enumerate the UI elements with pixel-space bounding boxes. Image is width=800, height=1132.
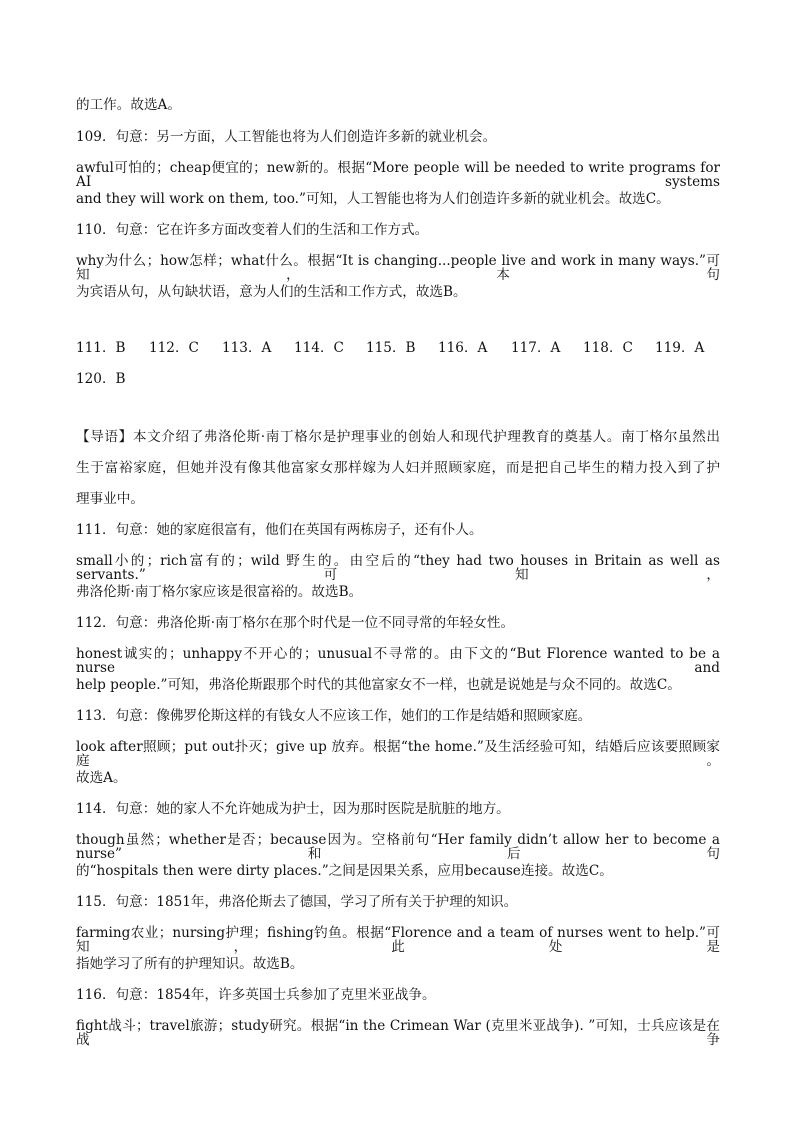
answer-item: 119．A	[655, 340, 705, 356]
answer-item: 120．B	[76, 371, 126, 387]
explanation-line: 故选A。	[76, 770, 127, 786]
explanation-line: honest诚实的；unhappy不开心的；unusual不寻常的。由下文的“But Florence wanted to be a nurse and	[76, 646, 720, 676]
text-line: 109．句意：另一方面，人工智能也将为人们创造许多新的就业机会。	[76, 129, 497, 145]
explanation-line: 116．句意：1854年，许多英国士兵参加了克里米亚战争。	[76, 987, 436, 1003]
explanation-line: fight战斗；travel旅游；study研究。根据“in the Crimean War (克里米亚战争). ”可知，士兵应该是在战争	[76, 1018, 720, 1048]
explanation-line: 112．句意：弗洛伦斯·南丁格尔在那个时代是一位不同寻常的年轻女性。	[76, 615, 515, 631]
answer-item: 118．C	[583, 340, 633, 356]
explanation-line: 的“hospitals then were dirty places.”之间是因果关系，应用because连接。故选C。	[76, 863, 613, 879]
explanation-line: 114．句意：她的家人不允许她成为护士，因为那时医院是肮脏的地方。	[76, 801, 510, 817]
explanation-line: small小的；rich富有的；wild 野生的。由空后的“they had two houses in Britain as well as servants.”可知，	[76, 553, 720, 583]
guide-line: 生于富裕家庭，但她并没有像其他富家女那样嫁为人妇并照顾家庭，而是把自己毕生的精力投入到了护	[76, 460, 720, 476]
explanation-line: 113．句意：像佛罗伦斯这样的有钱女人不应该工作，她们的工作是结婚和照顾家庭。	[76, 708, 592, 724]
answer-item: 116．A	[438, 340, 488, 356]
answer-item: 111．B	[76, 340, 126, 356]
explanation-line: look after照顾；put out扑灭；give up 放弃。根据“the home.”及生活经验可知，结婚后应该要照顾家庭。	[76, 739, 720, 769]
text-line: 110．句意：它在许多方面改变着人们的生活和工作方式。	[76, 222, 429, 238]
guide-line: 理事业中。	[76, 491, 144, 507]
answer-item: 112．C	[149, 340, 199, 356]
text-line: 为宾语从句，从句缺状语，意为人们的生活和工作方式，故选B。	[76, 284, 467, 300]
answer-item: 114．C	[294, 340, 344, 356]
answer-item: 113．A	[222, 340, 272, 356]
text-line: 的工作。故选A。	[76, 97, 181, 113]
explanation-line: 弗洛伦斯·南丁格尔家应该是很富裕的。故选B。	[76, 584, 363, 600]
text-line: why为什么；how怎样；what什么。根据“It is changing...people live and work in many ways.”可知，本句	[76, 253, 720, 283]
text-line: awful可怕的；cheap便宜的；new新的。根据“More people will be needed to write programs for AI systems	[76, 160, 720, 190]
explanation-line: though虽然；whether是否；because因为。空格前句“Her family didn’t allow her to become a nurse”和后句	[76, 832, 720, 862]
answer-item: 115．B	[366, 340, 416, 356]
explanation-line: 111．句意：她的家庭很富有，他们在英国有两栋房子，还有仆人。	[76, 522, 483, 538]
answer-item: 117．A	[511, 340, 561, 356]
explanation-line: farming农业；nursing护理；fishing钓鱼。根据“Florence and a team of nurses went to help.”可知，此处是	[76, 925, 720, 955]
explanation-line: 115．句意：1851年，弗洛伦斯去了德国，学习了所有关于护理的知识。	[76, 894, 518, 910]
text-line: and they will work on them, too.”可知，人工智能也将为人们创造许多新的就业机会。故选C。	[76, 191, 670, 207]
explanation-line: 指她学习了所有的护理知识。故选B。	[76, 956, 304, 972]
explanation-line: help people.”可知，弗洛伦斯跟那个时代的其他富家女不一样，也就是说她是与众不同的。故选C。	[76, 677, 681, 693]
guide-line: 【导语】本文介绍了弗洛伦斯·南丁格尔是护理事业的创始人和现代护理教育的奠基人。南丁格尔虽然出	[76, 429, 720, 445]
